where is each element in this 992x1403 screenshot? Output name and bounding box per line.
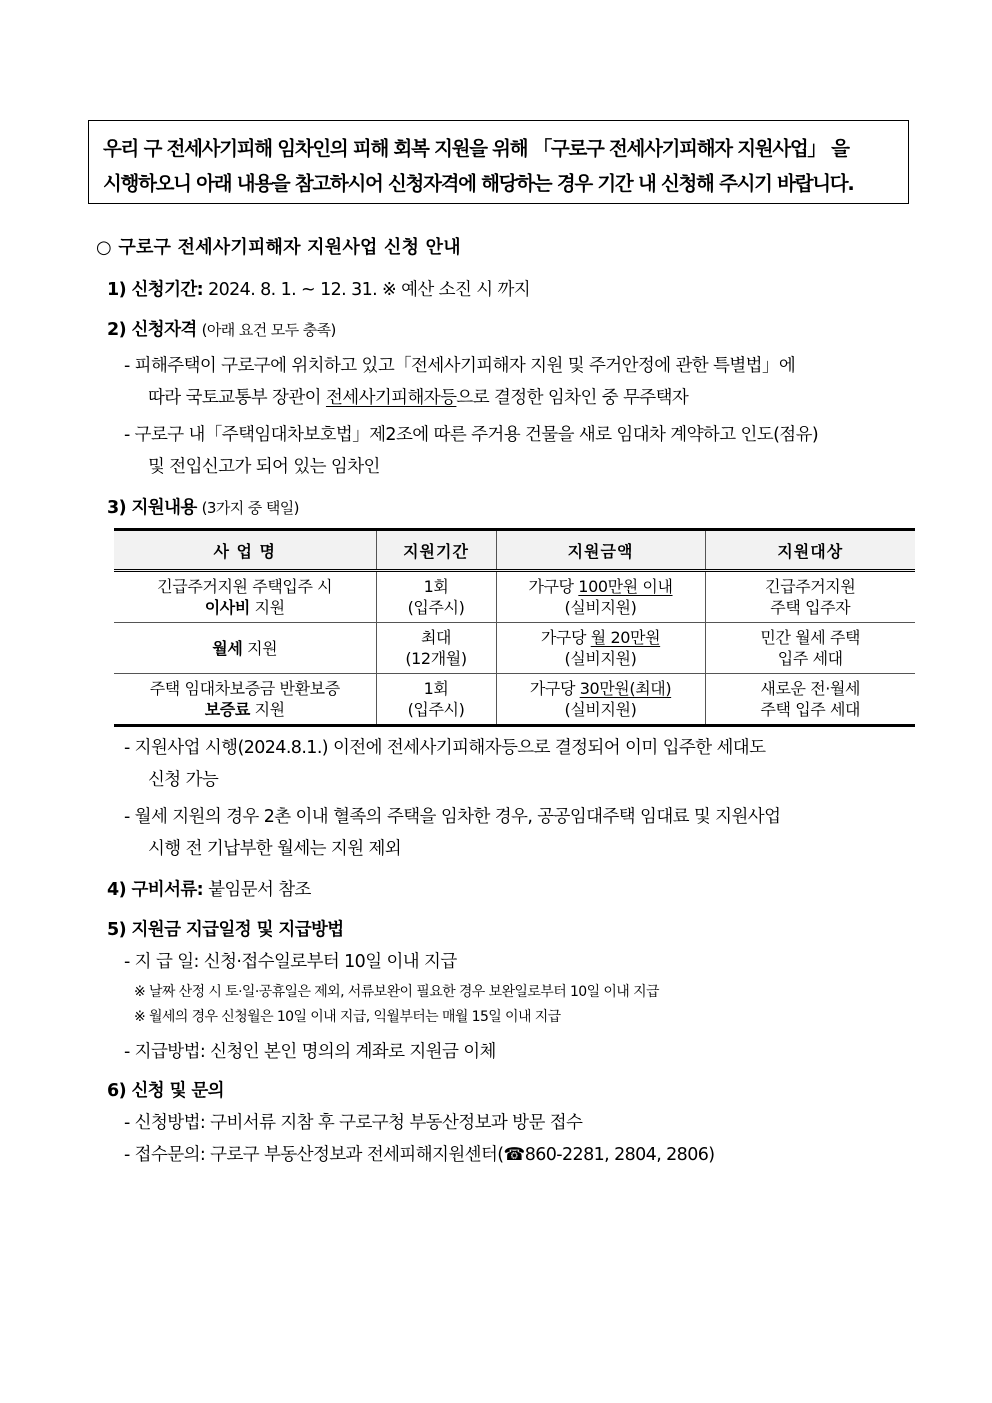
inquiry-method-line: - 신청방법: 구비서류 지참 후 구로구청 부동산정보과 방문 접수 [124, 1113, 583, 1133]
section-payment-label: 5) 지원금 지급일정 및 지급방법 [107, 920, 344, 940]
text: 새로운 전·월세 [760, 679, 861, 698]
section-inquiry-label: 6) 신청 및 문의 [107, 1081, 224, 1101]
cell-target [705, 674, 915, 726]
text: (입주시) [407, 598, 465, 617]
text: 긴급주거지원 주택입주 시 [157, 577, 333, 596]
text: 지원 [249, 700, 285, 719]
text: (12개월) [405, 649, 467, 668]
section-eligibility-note: (아래 요건 모두 충족) [201, 321, 336, 339]
section-support-label: 3) 지원내용 [107, 498, 197, 518]
underlined-amount: 월 20만원 [590, 628, 661, 647]
text: 따라 국토교통부 장관이 [148, 388, 326, 408]
header-target: 지원대상 [705, 530, 915, 571]
section-eligibility [107, 316, 336, 341]
support-note-1-line-2: 신청 가능 [148, 770, 219, 790]
intro-line-2: 시행하오니 아래 내용을 참고하시어 신청자격에 해당하는 경우 기간 내 신청해 주시기 바랍니다. [103, 172, 854, 195]
text: (실비지원) [564, 700, 637, 719]
cell-program-name [114, 571, 376, 623]
section-period-label: 1) 신청기간: [107, 280, 204, 300]
header-program-name: 사 업 명 [114, 530, 376, 571]
header-amount: 지원금액 [496, 530, 705, 571]
cell-amount [496, 623, 705, 674]
bold-text: 월세 [212, 638, 243, 658]
section-documents-label: 4) 구비서류: [107, 880, 204, 900]
text: 주택 임대차보증금 반환보증 [149, 679, 340, 698]
intro-line-1: 우리 구 전세사기피해 임차인의 피해 회복 지원을 위해 「구로구 전세사기피해자 지원사업」 을 [103, 137, 849, 160]
payment-date-line: - 지 급 일: 신청·접수일로부터 10일 이내 지급 [124, 952, 457, 972]
support-note-2-line-1: - 월세 지원의 경우 2촌 이내 혈족의 주택을 임차한 경우, 공공임대주택 임대료 및 지원사업 [124, 807, 781, 827]
support-note-2-line-2: 시행 전 기납부한 월세는 지원 제외 [148, 839, 402, 859]
payment-note-1: ※ 날짜 산정 시 토·일·공휴일은 제외, 서류보완이 필요한 경우 보완일로부터 10일 이내 지급 [134, 984, 659, 1000]
cell-period [376, 674, 496, 726]
section-documents-value: 붙임문서 참조 [208, 880, 311, 900]
intro-notice-box [88, 120, 909, 204]
section-inquiry [107, 1077, 224, 1102]
text: 입주 세대 [777, 649, 843, 668]
text: 지원 [249, 598, 285, 617]
text: 지원 [242, 638, 278, 658]
cell-amount [496, 674, 705, 726]
payment-method-line: - 지급방법: 신청인 본인 명의의 계좌로 지원금 이체 [124, 1042, 496, 1062]
cell-period [376, 571, 496, 623]
text: 주택 입주자 [770, 598, 851, 617]
text: 으로 결정한 임차인 중 무주택자 [456, 388, 689, 408]
text [114, 597, 376, 618]
table-row [114, 571, 915, 623]
text [114, 638, 376, 659]
text: 민간 월세 주택 [760, 628, 861, 647]
text: 1회 [423, 577, 449, 596]
text: 주택 입주 세대 [760, 700, 861, 719]
page-title-text: 구로구 전세사기피해자 지원사업 신청 안내 [118, 237, 461, 258]
cell-amount [496, 571, 705, 623]
text: 가구당 [540, 628, 591, 647]
section-period-value: 2024. 8. 1. ~ 12. 31. ※ 예산 소진 시 까지 [208, 280, 531, 300]
section-period [107, 276, 530, 301]
eligibility-item-1-line-2 [148, 384, 688, 409]
phone-numbers: 860-2281, 2804, 2806) [524, 1145, 715, 1165]
text [497, 627, 705, 648]
eligibility-item-1-line-1: - 피해주택이 구로구에 위치하고 있고「전세사기피해자 지원 및 주거안정에 관한 특별법」에 [124, 356, 796, 376]
eligibility-item-2-line-2: 및 전입신고가 되어 있는 임차인 [148, 457, 380, 477]
text: (실비지원) [564, 649, 637, 668]
cell-target [705, 571, 915, 623]
text: - 접수문의: 구로구 부동산정보과 전세피해지원센터( [124, 1145, 504, 1165]
underlined-term: 전세사기피해자등 [325, 388, 457, 408]
cell-target [705, 623, 915, 674]
support-note-1-line-1: - 지원사업 시행(2024.8.1.) 이전에 전세사기피해자등으로 결정되어 이미 입주한 세대도 [124, 738, 766, 758]
inquiry-contact-line [124, 1141, 715, 1166]
cell-program-name [114, 674, 376, 726]
text: 긴급주거지원 [765, 577, 856, 596]
text: 1회 [423, 679, 449, 698]
table-row [114, 674, 915, 726]
section-documents [107, 876, 311, 901]
eligibility-item-2-line-1: - 구로구 내「주택임대차보호법」제2조에 따른 주거용 건물을 새로 임대차 계약하고 인도(점유) [124, 425, 819, 445]
cell-program-name [114, 623, 376, 674]
section-payment [107, 916, 344, 941]
text: 가구당 [529, 679, 580, 698]
section-support [107, 494, 299, 519]
underlined-amount: 30만원(최대) [579, 679, 672, 698]
cell-period [376, 623, 496, 674]
text: 최대 [420, 628, 452, 647]
page-title [96, 233, 461, 259]
table-row [114, 623, 915, 674]
support-table [114, 528, 915, 727]
bold-text: 이사비 [204, 598, 250, 617]
underlined-amount: 100만원 이내 [578, 577, 673, 596]
header-period: 지원기간 [376, 530, 496, 571]
section-support-note: (3가지 중 택일) [201, 499, 299, 517]
text [497, 678, 705, 699]
payment-note-2: ※ 월세의 경우 신청월은 10일 이내 지급, 익월부터는 매월 15일 이내 지급 [134, 1009, 561, 1025]
text [497, 576, 705, 597]
text: (입주시) [407, 700, 465, 719]
bold-text: 보증료 [204, 700, 250, 719]
text: (실비지원) [564, 598, 637, 617]
circle-bullet-icon: ○ [96, 237, 112, 258]
section-eligibility-label: 2) 신청자격 [107, 320, 197, 340]
table-header-row [114, 530, 915, 571]
phone-icon: ☎ [503, 1145, 525, 1165]
text [114, 699, 376, 720]
text: 가구당 [528, 577, 579, 596]
